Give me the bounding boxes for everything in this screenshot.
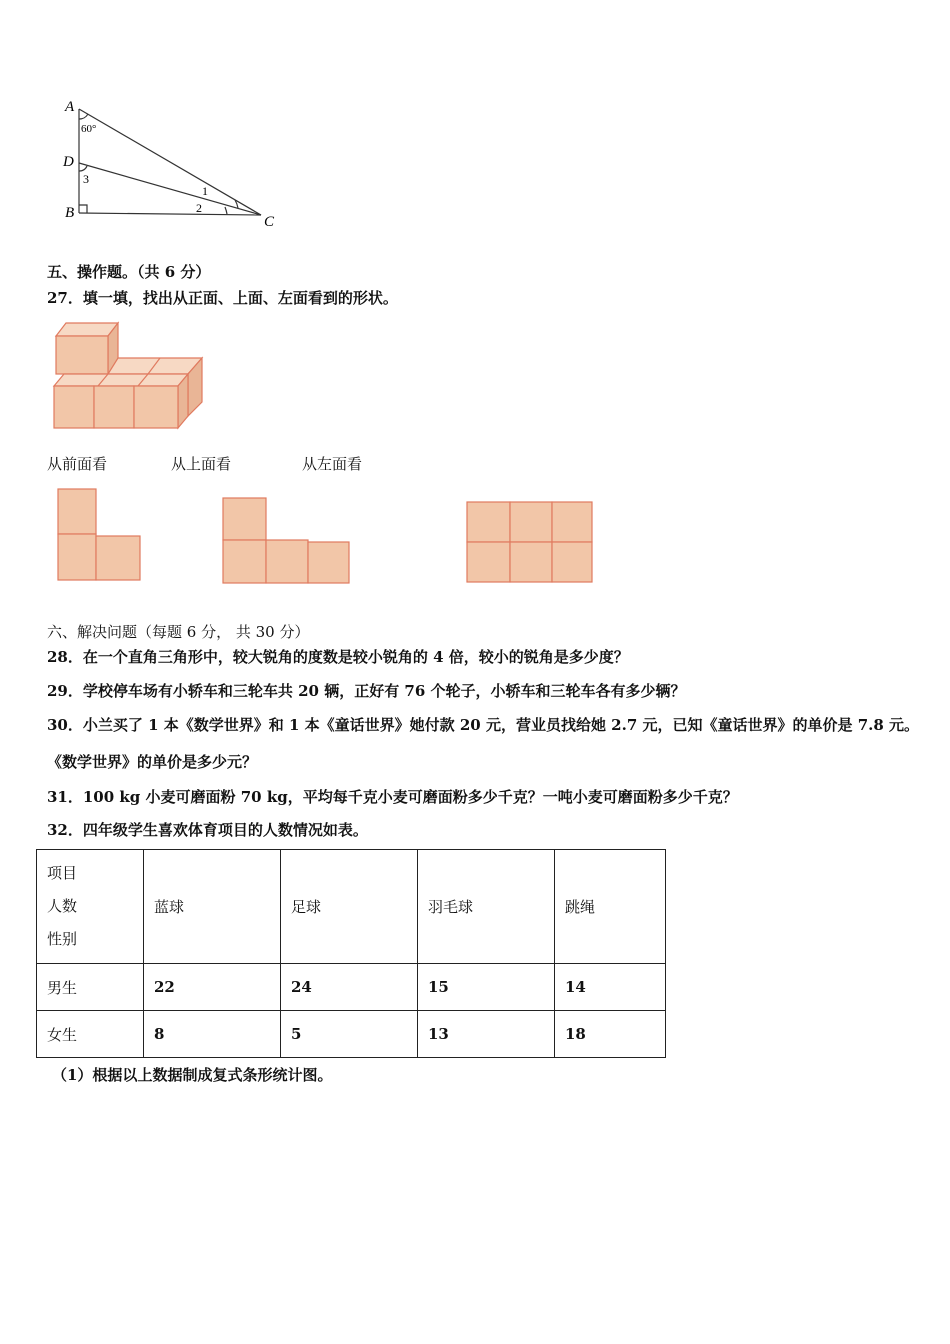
header-diagonal-cell (37, 850, 144, 964)
top-view-figure (220, 496, 354, 586)
view-top-label: 从上面看 (171, 455, 232, 473)
front-view-figure (55, 487, 145, 583)
label-c: C (264, 214, 275, 230)
angle-1: 1 (202, 184, 208, 198)
label-b: B (65, 205, 75, 221)
header-item: 项目 (47, 864, 78, 882)
right-angle-mark (79, 205, 87, 213)
header-gender: 性别 (47, 930, 78, 948)
cube-stack-figure (50, 320, 210, 432)
table-cell: 15 (418, 964, 555, 1011)
angle-2: 2 (196, 201, 202, 215)
question-30-line2: 《数学世界》的单价是多少元？ (47, 753, 258, 771)
cube-back-top (108, 358, 202, 374)
question-32: 32．四年级学生喜欢体育项目的人数情况如表。 (47, 821, 368, 839)
arc-3 (79, 166, 87, 171)
cube-top-face (56, 323, 118, 336)
cube-front-face (56, 336, 108, 374)
row-label-boys: 男生 (37, 964, 144, 1011)
arc-2 (225, 207, 227, 214)
label-d: D (63, 154, 74, 170)
side-ac (79, 109, 261, 215)
angle-60: 60° (81, 123, 97, 135)
question-31: 31．100 kg 小麦可磨面粉 70 kg，平均每千克小麦可磨面粉多少千克？一吨小麦可磨面粉多少千克？ (47, 788, 738, 806)
section6-title: 六、解决问题（每题 6 分， 共 30 分） (47, 623, 310, 641)
view-front-label: 从前面看 (47, 455, 108, 473)
question-30-line1: 30．小兰买了 1 本《数学世界》和 1 本《童话世界》她付款 20 元，营业员找给她 2.7 元，已知《童话世界》的单价是 7.8 元。 (47, 716, 920, 734)
table-cell: 18 (555, 1011, 666, 1058)
cube-row-top (54, 374, 188, 386)
table-cell: 13 (418, 1011, 555, 1058)
view-left-label: 从左面看 (302, 455, 363, 473)
column-header: 羽毛球 (418, 850, 555, 964)
section5-title: 五、操作题。（共 6 分） (47, 263, 211, 281)
question-27: 27．填一填，找出从正面、上面、左面看到的形状。 (47, 289, 398, 307)
column-header: 足球 (281, 850, 418, 964)
table-cell: 14 (555, 964, 666, 1011)
table-cell: 8 (144, 1011, 281, 1058)
table-cell: 5 (281, 1011, 418, 1058)
angle-3: 3 (83, 172, 89, 186)
header-count: 人数 (47, 897, 78, 915)
column-header: 跳绳 (555, 850, 666, 964)
segment-dc (79, 163, 261, 215)
sports-table (36, 849, 666, 1058)
table-cell: 24 (281, 964, 418, 1011)
left-view-figure (464, 500, 596, 586)
cube-front-1 (54, 386, 94, 428)
question-28: 28．在一个直角三角形中，较大锐角的度数是较小锐角的 4 倍，较小的锐角是多少度？ (47, 648, 629, 666)
cube-front-2 (94, 386, 134, 428)
label-a: A (65, 99, 75, 115)
cube-front-3 (134, 386, 178, 428)
triangle-figure (55, 95, 295, 235)
arc-60 (79, 114, 88, 119)
question-32-sub1: （1）根据以上数据制成复式条形统计图。 (52, 1066, 333, 1084)
question-29: 29．学校停车场有小轿车和三轮车共 20 辆，正好有 76 个轮子，小轿车和三轮车各有多少辆？ (47, 682, 686, 700)
column-header: 蓝球 (144, 850, 281, 964)
row-label-girls: 女生 (37, 1011, 144, 1058)
table-cell: 22 (144, 964, 281, 1011)
side-bc (79, 213, 261, 215)
